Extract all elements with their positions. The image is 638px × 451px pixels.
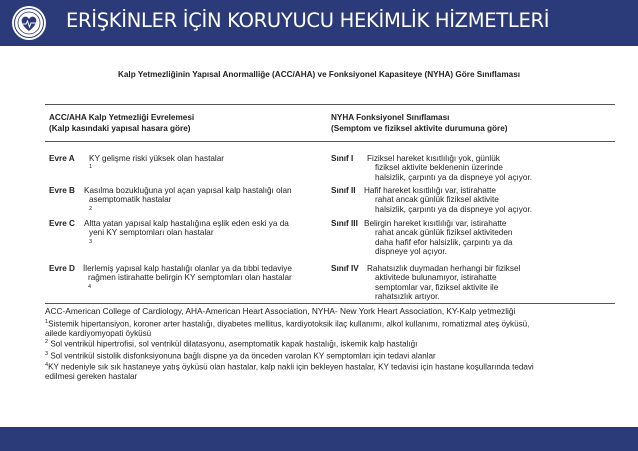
stage-a-cell [49,154,329,174]
class-2-cell [331,186,615,216]
footer-bar [0,427,638,451]
class-3-cell [331,219,615,259]
nyha-header-line: NYHA Fonksiyonel Sınıflaması [331,113,450,122]
class-description-line: rahat ancak günlük fiziksel aktivite [375,195,499,205]
stage-description-line: İlerlemiş yapısal kalp hastalığı olanlar ya da tıbbi tedaviye [83,264,292,273]
class-description-line: dispneye yol açıyor. [375,247,447,257]
document-title: Kalp Yetmezliğinin Yapısal Anormalliğe (ACC/AHA) ve Fonksiyonel Kapasiteye (NYHA) Göre Sınıflaması [117,70,521,79]
class-4-cell [331,264,615,304]
class-description-line: daha hafif efor halsizlik, çarpıntı ya da [375,237,513,247]
class-description-line: Fiziksel hareket kısıtlılığı yok, günlük [367,154,500,163]
footnote: $^4$KY nedeniyle sık sık hastaneye yatış öyküsü olan hastalar, kalp nakli için bekleyen hastalar, KY tedavisi için hastane koşullarında tedavi [45,362,534,372]
class-description-line: halsizlik, çarpıntı ya da dispneye yol açıyor. [375,172,533,182]
table-notes [45,307,620,382]
stage-description-line: KY gelişme riski yüksek olan hastalar 1 [89,154,225,171]
class-1-cell [331,154,615,184]
nyha-column-header [331,113,508,134]
stage-label: Evre C [49,219,75,228]
class-description-line: halsizlik, çarpıntı ya da dispneye yol açıyor. [375,204,533,214]
stage-description-line: yeni KY semptomları olan hastalar 3 [89,228,214,245]
stage-description-line: rağmen istirahatte belirgin KY semptomları olan hastalar 4 [88,273,292,290]
acc-aha-column-header [49,113,194,134]
footnote-continuation: ailede kardiyomyopati öyküsü [45,328,152,338]
class-description-line: Rahatsızlık duymadan herhangi bir fiziksel [367,264,521,273]
class-label: Sınıf I [331,154,354,163]
acc-aha-header-line: (Kalp kasındaki yapısal hasara göre) [49,123,191,133]
class-description-line: rahatsızlık artıyor. [375,292,440,302]
stage-d-cell [49,264,329,290]
footnote: $^2$ Sol ventrikül hipertrofisi, sol ventrikül dilatasyonu, asemptomatik kapak hastalığı, iskemik kalp hastalığı [45,339,418,350]
footnote-continuation: edilmesi gereken hastalar [45,372,138,382]
table-top-rule [45,104,615,105]
society-emblem-icon [11,5,47,41]
stage-description-line: Altta yatan yapısal kalp hastalığına eşlik eden eski ya da [84,219,289,228]
stage-description-line: asemptomatik hastalar 2 [89,195,172,212]
class-description-line: fiziksel aktivite beklenenin üzerinde [375,163,503,173]
class-description-line: Hafif hareket kısıtlılığı var, istirahatte [364,186,496,195]
header-title: ERİŞKİNLER İÇİN KORUYUCU HEKİMLİK HİZMETLERİ [66,9,550,32]
class-label: Sınıf III [331,219,358,228]
stage-b-cell [49,186,329,212]
stage-label: Evre D [49,264,75,273]
acc-aha-header-line: ACC/AHA Kalp Yetmezliği Evrelemesi [49,113,195,122]
class-description-line: semptomlar var, fiziksel aktivite ile [375,282,499,292]
class-label: Sınıf II [331,186,356,195]
footnote: $^1$Sistemik hipertansiyon, koroner arter hastalığı, diyabetes mellitus, kardiyotoksik ilaç kullanımı, alkol kullanımı, romatizmal ateş öyküsü, [45,318,530,329]
stage-label: Evre A [49,154,75,163]
footnote: $^3$ Sol ventrikül sistolik disfonksiyonuna bağlı dispne ya da önceden varolan KY semptomları için tedavi alanlar [45,350,436,361]
class-description-line: aktivitede bulunamıyor, istirahatte [375,273,497,283]
class-label: Sınıf IV [331,264,359,273]
class-description-line: rahat ancak günlük fiziksel aktiviteden [375,228,513,238]
stage-label: Evre B [49,186,75,195]
stage-c-cell [49,219,329,245]
class-description-line: Belirgin hareket kısıtlılığı var, istirahatte [364,219,507,228]
header-bar [0,0,638,46]
stage-description-line: Kasılma bozukluğuna yol açan yapısal kalp hastalığı olan [84,186,292,195]
nyha-header-line: (Semptom ve fiziksel aktivite durumuna göre) [331,123,508,133]
table-header-rule [45,141,615,142]
abbreviations-note: ACC-American College of Cardiology, AHA-American Heart Association, NYHA- New York Heart Association, KY-Kalp yetmezliği [45,306,516,316]
